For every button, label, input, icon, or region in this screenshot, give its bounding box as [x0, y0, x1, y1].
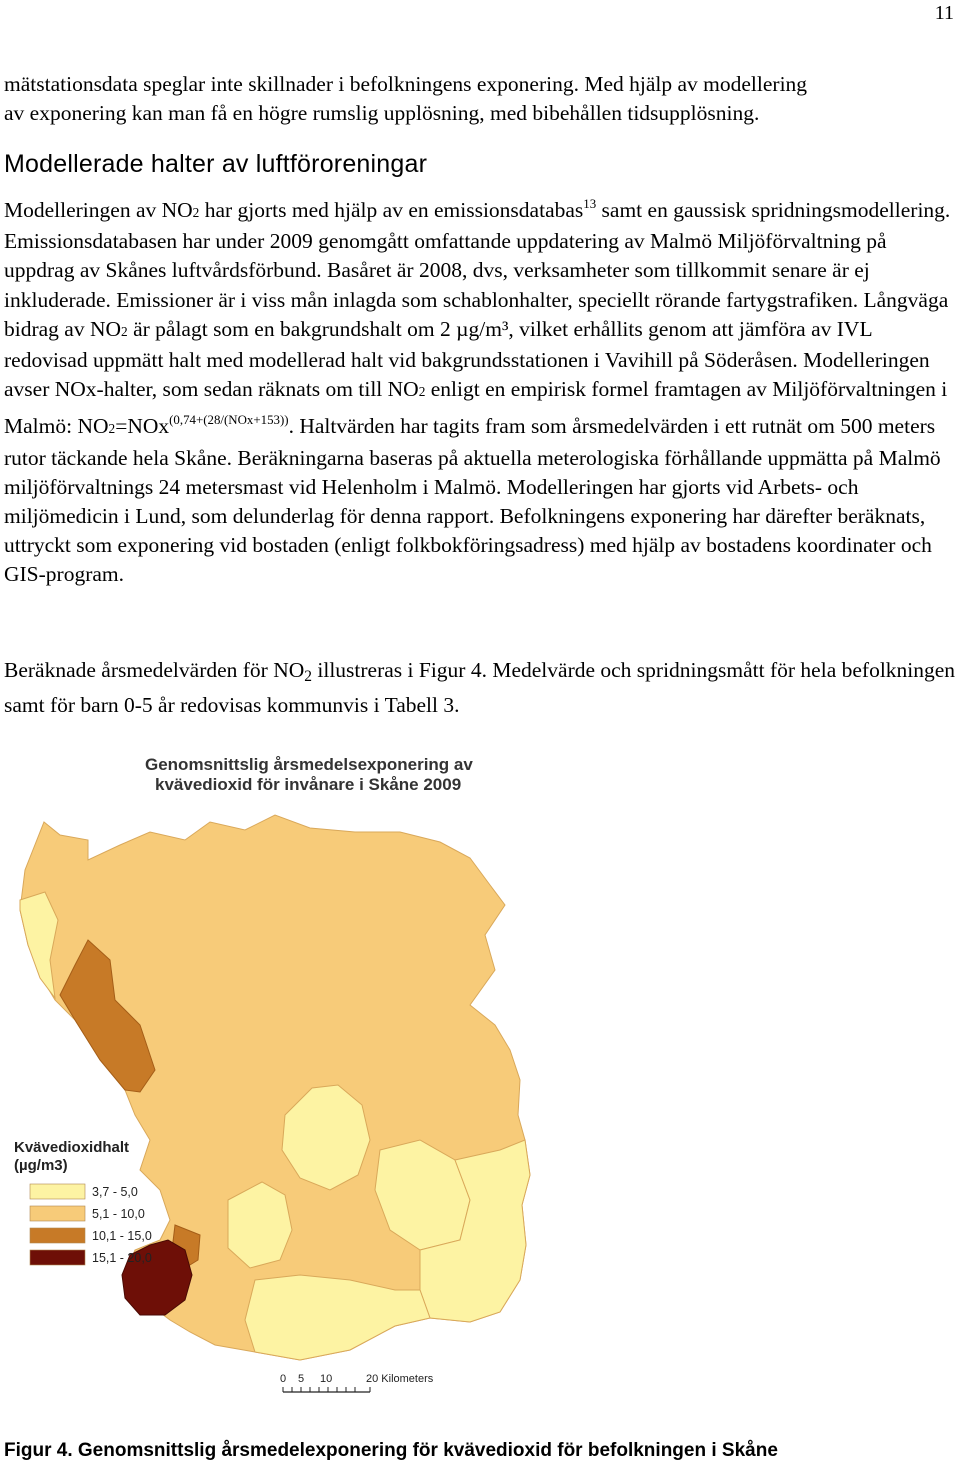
legend-swatch [30, 1184, 85, 1199]
map-title-line-1: Genomsnittslig årsmedelsexponering av [145, 755, 473, 774]
subscript: 2 [192, 205, 200, 221]
figure-caption: Figur 4. Genomsnittslig årsmedelexponering för kvävedioxid för befolkningen i Skåne [4, 1440, 778, 1461]
subscript: 2 [121, 323, 128, 339]
scale-label-10: 10 [320, 1373, 333, 1385]
scale-label-0: 0 [280, 1373, 287, 1385]
intro-paragraph [4, 70, 956, 128]
section-heading: Modellerade halter av luftföroreningar [4, 150, 428, 178]
legend-swatch [30, 1206, 85, 1221]
subscript: 2 [418, 384, 426, 400]
legend-label: 15,1 - 20,0 [92, 1251, 152, 1265]
region-central-light [228, 1182, 292, 1268]
subscript: 2 [304, 667, 312, 685]
body-text: enligt en empirisk formel framtagen av Miljöförvaltningen i Malmö: NO [4, 377, 948, 439]
map-legend [14, 1139, 152, 1265]
body-text: har gjorts med hjälp av en emissionsdatabas [199, 198, 584, 223]
figure-reference-paragraph [4, 656, 956, 720]
body-text: Beräknade årsmedelvärden för NO [4, 658, 305, 682]
body-text: Modelleringen av NO [4, 198, 193, 223]
body-text: =NOx [115, 414, 170, 439]
body-paragraph [4, 190, 956, 590]
no2-exposure-map [0, 720, 960, 1430]
footnote-reference: 13 [583, 197, 597, 211]
subscript: 2 [108, 421, 116, 437]
legend-title-line-2: (µg/m3) [14, 1157, 68, 1174]
intro-line-2: av exponering kan man få en högre rumslig upplösning, med bibehållen tidsupplösning. [4, 101, 760, 126]
intro-line-1: mätstationsdata speglar inte skillnader i befolkningens exponering. Med hjälp av modellering [4, 72, 808, 96]
scale-bar [280, 1373, 434, 1392]
body-text: . Haltvärden har tagits fram som årsmedelvärden i ett rutnät om 500 meters rutor täckande hela Skåne. Beräkningarna baseras på aktuella meterologiska förhållande uppmätta på Malmö miljöförvaltnings 24 metersmast vid Helenholm i Malmö. Modelleringen har gjorts vid Arbets- och miljömedicin i Lund, som delunderlag för denna rapport. Befolkningens exponering har därefter beräknats, uttryckt som exponering vid bostaden (enligt folkbokföringsadress) med hjälp av bostadens koordinater och GIS-program. [4, 414, 941, 587]
formula-exponent: (0,74+(28/(NOx+153)) [169, 413, 289, 428]
legend-title-line-1: Kvävedioxidhalt [14, 1139, 130, 1156]
legend-label: 3,7 - 5,0 [92, 1185, 138, 1199]
legend-swatch [30, 1250, 85, 1265]
page-number: 11 [934, 2, 954, 24]
region-nw-coast-light [20, 892, 58, 998]
legend-label: 10,1 - 15,0 [92, 1229, 152, 1243]
body-text: illustreras i Figur 4. Medelvärde och spridningsmått för hela befolkningen samt för barn 0-5 år redovisas kommunvis i Tabell 3. [4, 658, 956, 718]
scale-label-20: 20 Kilometers [366, 1373, 434, 1385]
legend-swatch [30, 1228, 85, 1243]
legend-label: 5,1 - 10,0 [92, 1207, 145, 1221]
scale-label-5: 5 [298, 1373, 305, 1385]
body-text: samt en gaussisk spridningsmodellering. Emissionsdatabasen har under 2009 genomgått omfattande uppdatering av Malmö Miljöförvaltning på uppdrag av Skånes luftvårdsförbund. Basåret är 2008, dvs, verksamheter som tillkommit senare är ej inkluderade. Emissioner är i viss mån inlagda som schablonhalter, speciellt rörande fartygstrafiken. Långväga bidrag av NO [4, 198, 951, 341]
map-title-line-2: kvävedioxid för invånare i Skåne 2009 [155, 775, 462, 794]
body-text: är pålagt som en bakgrundshalt om 2 µg/m³, vilket erhållits genom att jämföra av IVL redovisad uppmätt halt med modellerad halt vid bakgrundsstationen i Vavihill på Söderåsen. Modelleringen avser NOx-halter, som sedan räknats om till NO [4, 316, 930, 402]
